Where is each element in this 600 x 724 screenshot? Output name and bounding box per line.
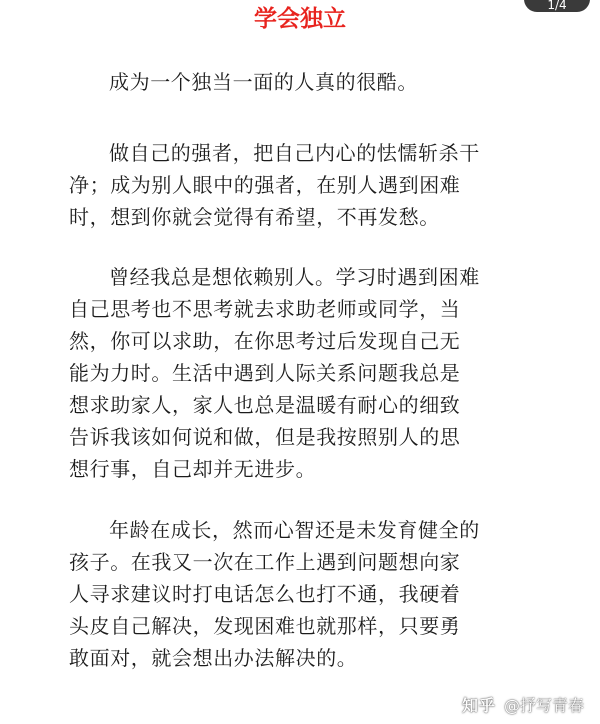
watermark [462, 693, 584, 716]
paragraph-4-line-5: 敢面对，就会想出办法解决的。 [69, 646, 358, 670]
paragraph-3-line-2: 自己思考也不思考就去求助老师或同学，当 [69, 297, 461, 321]
paragraph-3-line-5: 想求助家人，家人也总是温暖有耐心的细致 [69, 393, 461, 417]
paragraph-2-line-3: 时，想到你就会觉得有希望，不再发愁。 [69, 205, 440, 229]
page-indicator-text: 1/4 [547, 0, 567, 12]
zhihu-logo: 知乎 [461, 696, 496, 715]
paragraph-4-line-1: 年龄在成长，然而心智还是未发育健全的 [109, 518, 480, 542]
paragraph-2-line-2: 净；成为别人眼中的强者，在别人遇到困难 [69, 173, 461, 197]
paragraph-3-line-7: 想行事，自己却并无进步。 [69, 457, 317, 481]
paragraph-4-line-4: 头皮自己解决，发现困难也就那样，只要勇 [69, 614, 461, 638]
watermark-author: @抒写青春 [503, 696, 584, 715]
paragraph-1-line-1: 成为一个独当一面的人真的很酷。 [109, 70, 418, 94]
article-title: 学会独立 [254, 6, 346, 32]
paragraph-4-line-3: 人寻求建议时打电话怎么也打不通，我硬着 [69, 582, 461, 606]
paragraph-2-line-1: 做自己的强者，把自己内心的怯懦斩杀干 [109, 141, 480, 165]
paragraph-4-line-2: 孩子。在我又一次在工作上遇到问题想向家 [69, 550, 461, 574]
paragraph-3-line-3: 然，你可以求助，在你思考过后发现自己无 [69, 329, 461, 353]
paragraph-3-line-4: 能为力时。生活中遇到人际关系问题我总是 [69, 361, 461, 385]
paragraph-3-line-6: 告诉我该如何说和做，但是我按照别人的思 [69, 425, 461, 449]
paragraph-3-line-1: 曾经我总是想依赖别人。学习时遇到困难 [109, 265, 480, 289]
